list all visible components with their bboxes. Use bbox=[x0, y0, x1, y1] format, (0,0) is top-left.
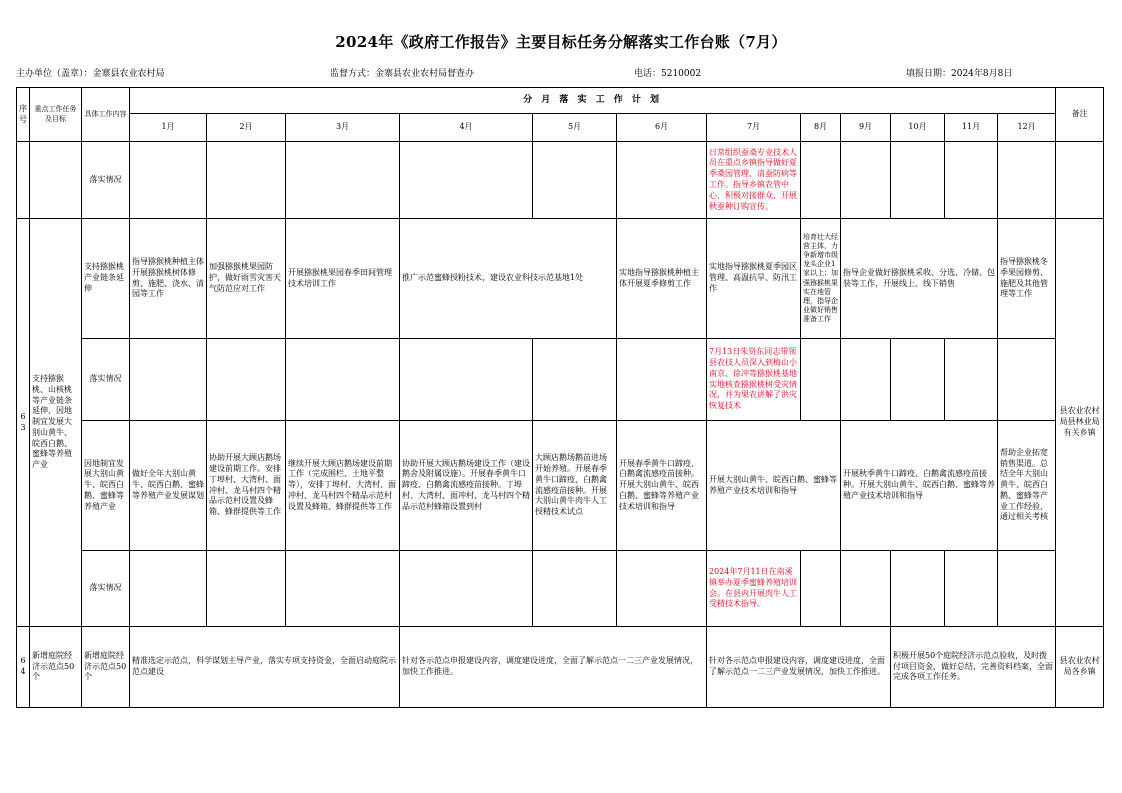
header-month: 9月 bbox=[841, 114, 891, 142]
header-month: 11月 bbox=[945, 114, 998, 142]
jul-status-cell: 2024年7月11日在南溪镇举办夏季蜜蜂养殖培训会。在县内开展肉牛人工受精技术指导。 bbox=[707, 551, 801, 627]
task-ledger-table bbox=[16, 87, 1104, 708]
month-cell bbox=[891, 339, 945, 421]
month-cell bbox=[891, 142, 945, 219]
month-cell bbox=[400, 339, 533, 421]
remark-cell: 县农业农村局县林业局有关乡镇 bbox=[1056, 219, 1104, 627]
task-cell: 新增庭院经济示范点50个 bbox=[30, 627, 82, 708]
remark-cell: 县农业农村局各乡镇 bbox=[1056, 627, 1104, 708]
month-cell bbox=[207, 551, 286, 627]
header-seq: 序号 bbox=[17, 88, 30, 142]
plan-cell: 做好全年大别山黄牛、皖西白鹅、蜜蜂等养殖产业发展谋划 bbox=[130, 421, 207, 551]
month-cell bbox=[801, 551, 841, 627]
plan-cell: 培育壮大经营主体，力争新增市级龙头企业1家以上；加强猕猴桃果实在地管理，指导企业做好销售准备工作 bbox=[801, 219, 841, 339]
header-task: 重点工作任务及目标 bbox=[30, 88, 82, 142]
plan-cell: 积极开展50个庭院经济示范点验收，及时拨付项目资金，做好总结，完善资料档案，全面完成各项工作任务。 bbox=[891, 627, 1056, 708]
month-cell bbox=[617, 339, 707, 421]
header-month: 3月 bbox=[286, 114, 400, 142]
month-cell bbox=[130, 142, 207, 219]
plan-cell: 指导企业做好猕猴桃采收、分选、冷储、包装等工作，开展线上、线下销售 bbox=[841, 219, 998, 339]
host-unit: 主办单位（盖章）：金寨县农业农村局 bbox=[16, 69, 165, 79]
plan-cell: 实地指导猕猴桃种植主体开展夏季修剪工作 bbox=[617, 219, 707, 339]
task-cell: 支持猕猴桃、山核桃等产业链条延伸，因地制宜发展大别山黄牛、皖西白鹅、蜜蜂等养殖产业 bbox=[30, 219, 82, 627]
month-cell bbox=[998, 551, 1056, 627]
month-cell bbox=[801, 339, 841, 421]
content-cell: 落实情况 bbox=[82, 142, 130, 219]
content-cell: 落实情况 bbox=[82, 339, 130, 421]
plan-cell: 开展春季黄牛口蹄疫、白鹅禽流感疫苗接种。开展大别山黄牛、皖西白鹅、蜜蜂等养殖产业技术培训和指导 bbox=[617, 421, 707, 551]
plan-cell: 指导猕猴桃冬季果园修剪、施肥及其他管理等工作 bbox=[998, 219, 1056, 339]
header-month: 6月 bbox=[617, 114, 707, 142]
content-cell: 支持猕猴桃产业链条延伸 bbox=[82, 219, 130, 339]
seq-cell bbox=[17, 142, 30, 219]
plan-cell: 协助开展大顾店鹅场建设前期工作。安排丁埠村、大湾村、面冲村、龙马村四个精品示范村设置及蜂箱、蜂群提供等工作 bbox=[207, 421, 286, 551]
header-month: 1月 bbox=[130, 114, 207, 142]
header-content: 具体工作内容 bbox=[82, 88, 130, 142]
jul-status-cell: 日常组织蚕桑专业技术人员在重点乡镇指导做好夏季桑园管理、清蚕防病等工作。指导乡镇农管中心，积极对接群众，开展秋蚕种订购宣传。 bbox=[707, 142, 801, 219]
header-month: 12月 bbox=[998, 114, 1056, 142]
month-cell bbox=[207, 142, 286, 219]
month-cell bbox=[801, 142, 841, 219]
header-remark: 备注 bbox=[1056, 88, 1104, 142]
plan-cell: 推广示范蜜蜂授粉技术，建设农业科技示范基地1处 bbox=[400, 219, 617, 339]
month-cell bbox=[841, 551, 891, 627]
plan-cell: 针对各示范点申报建设内容，调度建设进度，全面了解示范点一二三产业发展情况，加快工作推进。 bbox=[400, 627, 707, 708]
month-cell bbox=[617, 142, 707, 219]
header-month: 7月 bbox=[707, 114, 801, 142]
month-cell bbox=[286, 142, 400, 219]
month-cell bbox=[841, 142, 891, 219]
plan-cell: 大顾店鹅场鹅苗进场开始养殖。开展春季黄牛口蹄疫、白鹅禽流感疫苗接种。开展大别山黄牛肉牛人工授精技术试点 bbox=[533, 421, 617, 551]
phone: 电话：5210002 bbox=[634, 69, 702, 79]
month-cell bbox=[617, 551, 707, 627]
plan-cell: 帮助企业拓宽销售渠道。总结全年大别山黄牛、皖西白鹅、蜜蜂等产业工作经验，通过相关考核 bbox=[998, 421, 1056, 551]
plan-cell: 继续开展大顾店鹅场建设前期工作（完成围栏、土地平整等），安排丁埠村、大湾村、面冲村、龙马村四个精品示范村设置及蜂箱、蜂群提供等工作 bbox=[286, 421, 400, 551]
plan-cell: 实地指导猕猴桃夏季园区管理、高温抗旱、防汛工作 bbox=[707, 219, 801, 339]
month-cell bbox=[533, 339, 617, 421]
header-month: 2月 bbox=[207, 114, 286, 142]
month-cell bbox=[533, 551, 617, 627]
plan-cell: 开展大别山黄牛、皖西白鹅、蜜蜂等养殖产业技术培训和指导 bbox=[707, 421, 841, 551]
month-cell bbox=[998, 142, 1056, 219]
month-cell bbox=[945, 551, 998, 627]
month-cell bbox=[286, 339, 400, 421]
header-month: 5月 bbox=[533, 114, 617, 142]
jul-status-cell: 7月13日朱贤东同志带领县农技人员深入到梅山小南京、徐冲等猕猴桃基地实地核查猕猴桃树受灾情况，并为果农讲解了洪灾恢复技术 bbox=[707, 339, 801, 421]
plan-cell: 开展猕猴桃果园春季田间管理技术培训工作 bbox=[286, 219, 400, 339]
seq-cell: 64 bbox=[17, 627, 30, 708]
month-cell bbox=[286, 551, 400, 627]
plan-cell: 开展秋季黄牛口蹄疫、白鹅禽流感疫苗接种。开展大别山黄牛、皖西白鹅、蜜蜂等养殖产业技术培训和指导 bbox=[841, 421, 998, 551]
content-cell: 落实情况 bbox=[82, 551, 130, 627]
header-month: 4月 bbox=[400, 114, 533, 142]
plan-cell: 加强猕猴桃果园防护，做好雨雪灾害天气防范应对工作 bbox=[207, 219, 286, 339]
plan-cell: 指导猕猴桃种植主体开展猕猴桃树体修剪、施肥、浇水、清园等工作 bbox=[130, 219, 207, 339]
month-cell bbox=[945, 339, 998, 421]
month-cell bbox=[998, 339, 1056, 421]
content-cell: 新增庭院经济示范点50个 bbox=[82, 627, 130, 708]
plan-cell: 精准选定示范点，科学谋划主导产业，落实专项支持资金，全面启动庭院示范点建设 bbox=[130, 627, 400, 708]
month-cell bbox=[400, 551, 533, 627]
header-plan: 分 月 落 实 工 作 计 划 bbox=[130, 88, 1056, 114]
month-cell bbox=[945, 142, 998, 219]
month-cell bbox=[533, 142, 617, 219]
report-date: 填报日期：2024年8月8日 bbox=[906, 69, 1013, 79]
content-cell: 因地制宜发展大别山黄牛、皖西白鹅、蜜蜂等养殖产业 bbox=[82, 421, 130, 551]
month-cell bbox=[130, 339, 207, 421]
header-month: 10月 bbox=[891, 114, 945, 142]
month-cell bbox=[130, 551, 207, 627]
month-cell bbox=[841, 339, 891, 421]
plan-cell: 协助开展大顾店鹅场建设工作（建设鹅舍及附属设施）。开展春季黄牛口蹄疫、白鹅禽流感疫苗接种。丁埠村、大湾村、面冲村、龙马村四个精品示范村蜂箱设置到村 bbox=[400, 421, 533, 551]
month-cell bbox=[891, 551, 945, 627]
plan-cell: 针对各示范点申报建设内容，调度建设进度，全面了解示范点一二三产业发展情况，加快工作推进。 bbox=[707, 627, 891, 708]
seq-cell: 63 bbox=[17, 219, 30, 627]
supervision-method: 监督方式：金寨县农业农村局督查办 bbox=[330, 69, 475, 79]
month-cell bbox=[400, 142, 533, 219]
page-title: 2024年《政府工作报告》主要目标任务分解落实工作台账（7月） bbox=[335, 33, 787, 51]
header-month: 8月 bbox=[801, 114, 841, 142]
month-cell bbox=[207, 339, 286, 421]
task-cell bbox=[30, 142, 82, 219]
remark-cell bbox=[1056, 142, 1104, 219]
